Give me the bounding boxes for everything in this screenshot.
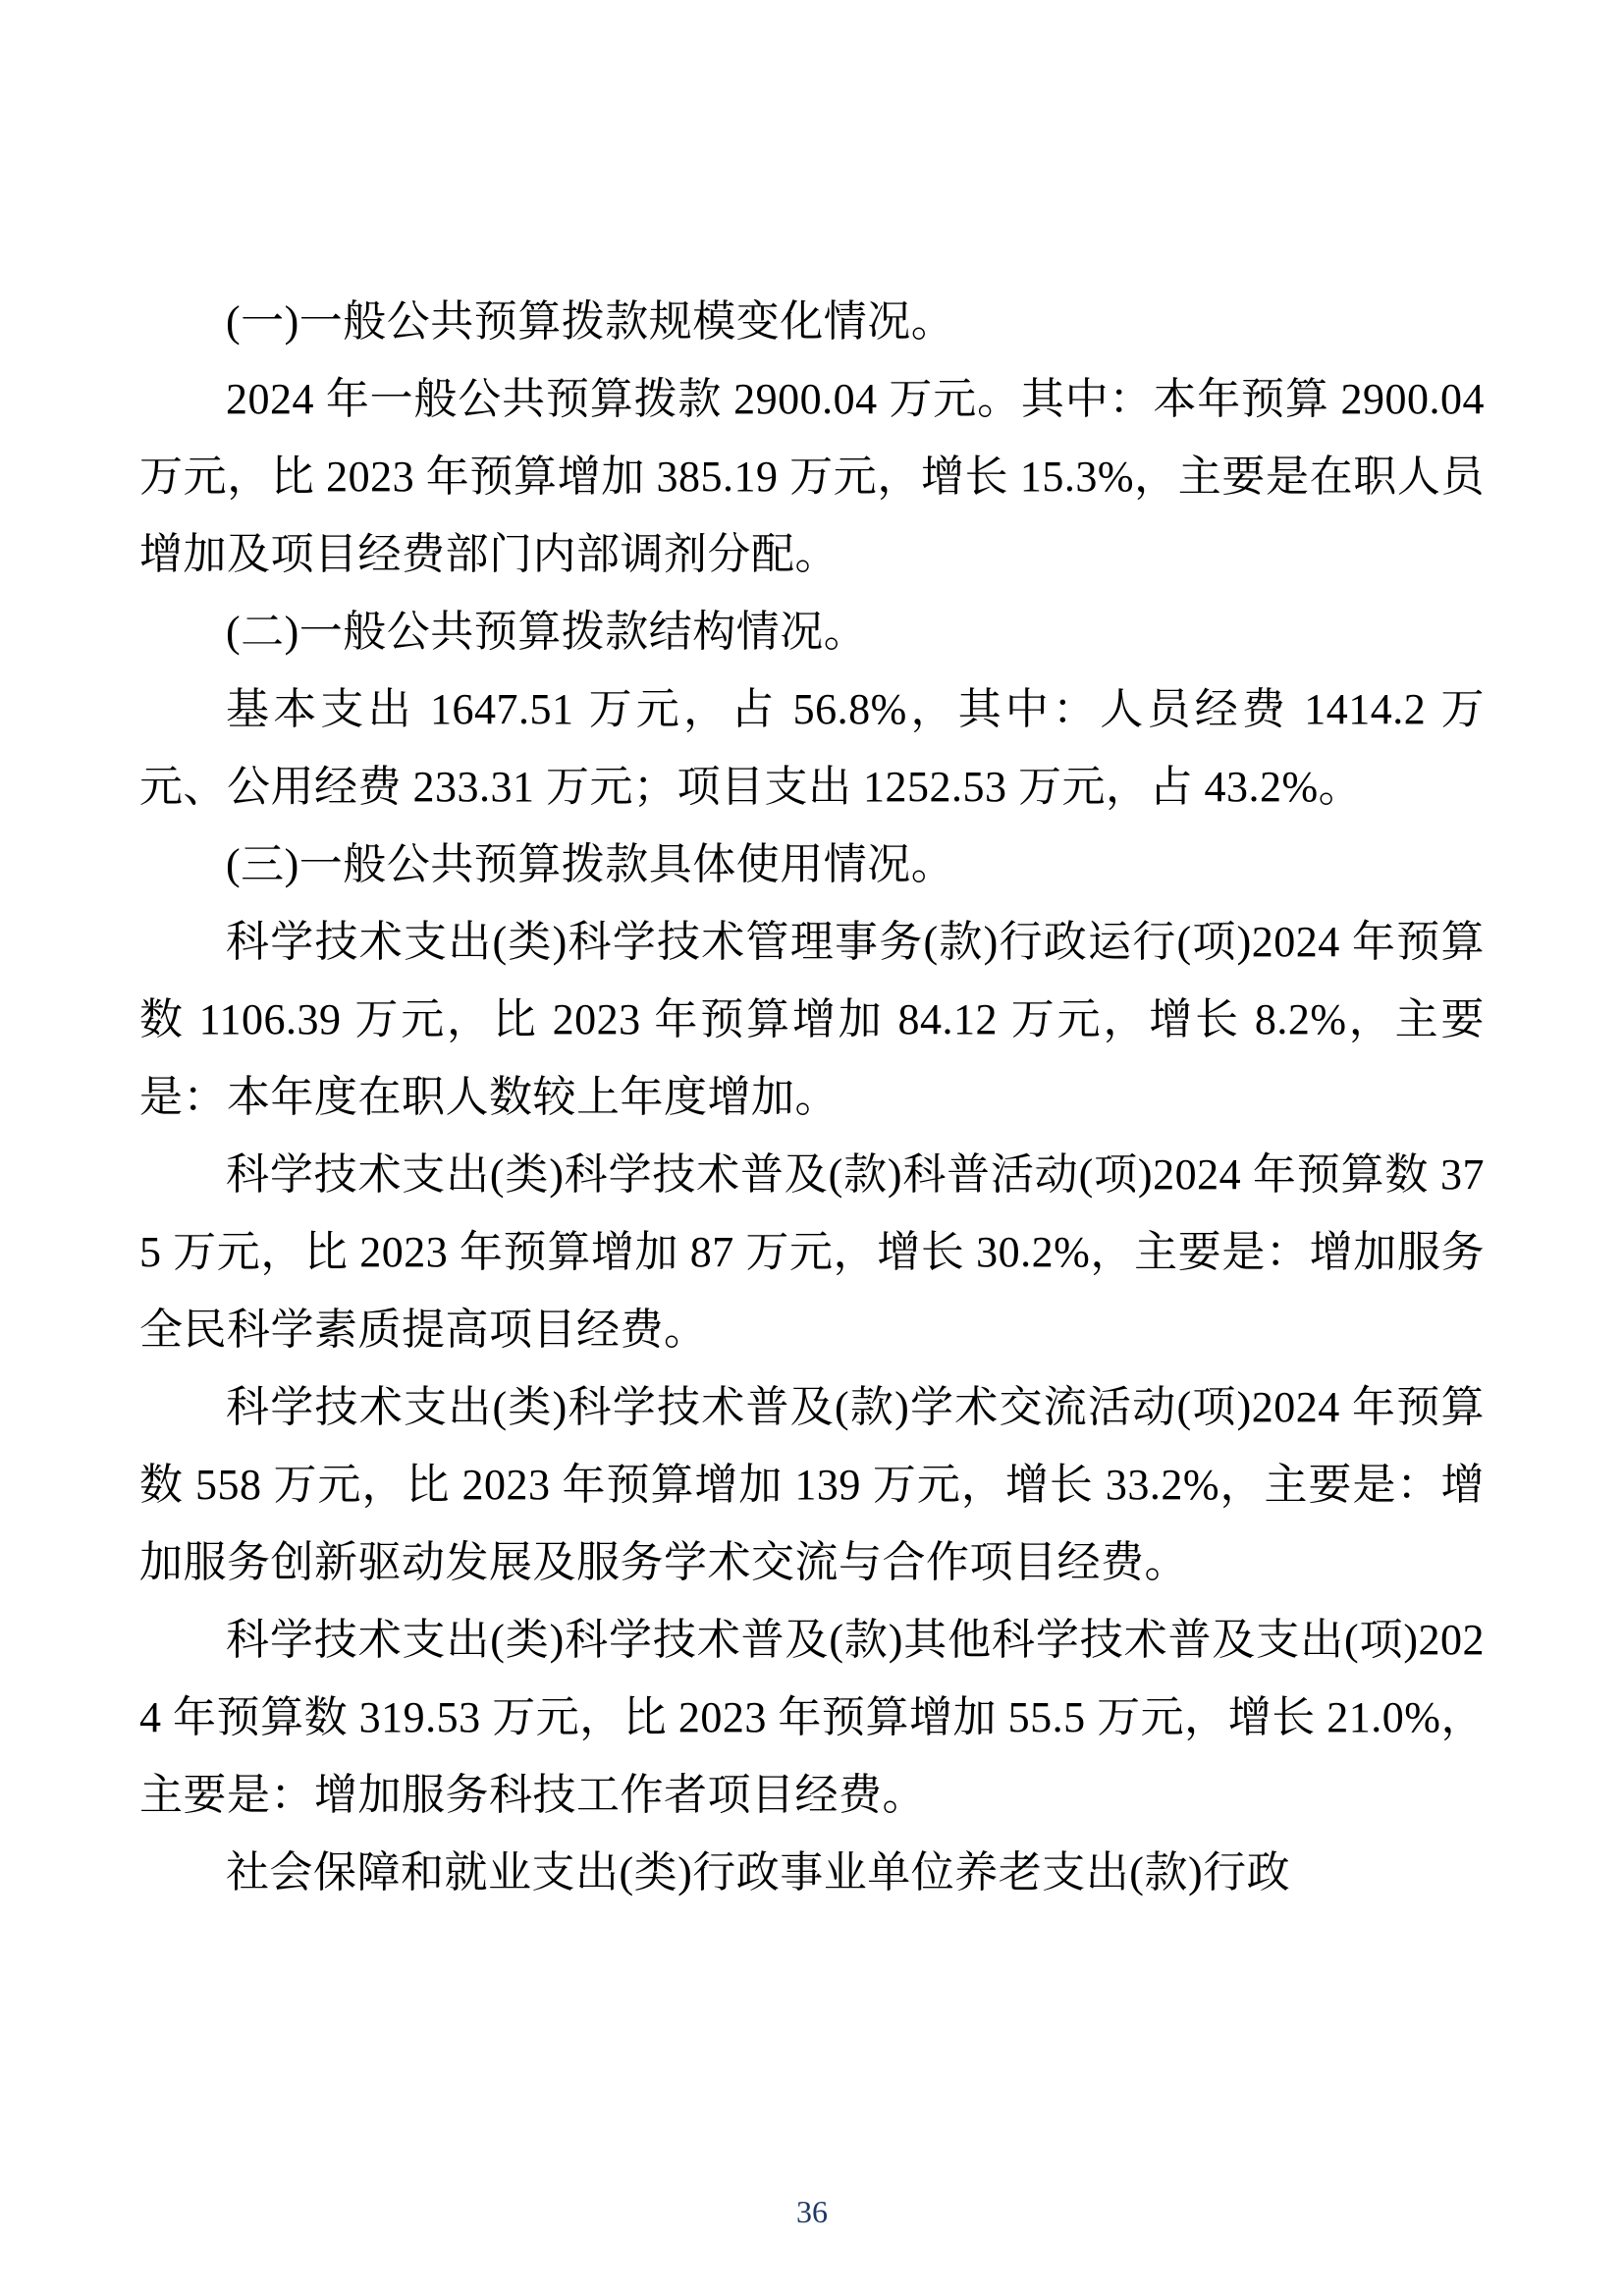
paragraph-budget-structure: 基本支出 1647.51 万元，占 56.8%，其中：人员经费 1414.2 万元、公用经费 233.31 万元；项目支出 1252.53 万元，占 43.2%。 [139,685,1485,811]
document-body [139,283,1485,1911]
paragraph-social-security: 社会保障和就业支出(类)行政事业单位养老支出(款)行政 [226,1848,1291,1896]
paragraph-budget-scale: 2024 年一般公共预算拨款 2900.04 万元。其中：本年预算 2900.04 万元，比 2023 年预算增加 385.19 万元，增长 15.3%，主要是在职人员增加及项目经费部门内部调剂分配。 [139,375,1485,578]
paragraph-academic-exchange: 科学技术支出(类)科学技术普及(款)学术交流活动(项)2024 年预算数 558 万元，比 2023 年预算增加 139 万元，增长 33.2%，主要是：增加服务创新驱动发展及服务学术交流与合作项目经费。 [139,1383,1485,1586]
paragraph-science-popularization: 科学技术支出(类)科学技术普及(款)科普活动(项)2024 年预算数 375 万元，比 2023 年预算增加 87 万元，增长 30.2%，主要是：增加服务全民科学素质提高项目经费。 [139,1150,1485,1354]
paragraph-other-science-support: 科学技术支出(类)科学技术普及(款)其他科学技术普及支出(项)2024 年预算数 319.53 万元，比 2023 年预算增加 55.5 万元，增长 21.0%，主要是：增加服务科技工作者项目经费。 [139,1616,1485,1819]
page-number: 36 [796,2194,828,2229]
section-heading-1: (一)一般公共预算拨款规模变化情况。 [226,297,955,346]
paragraph-admin-operation: 科学技术支出(类)科学技术管理事务(款)行政运行(项)2024 年预算数 1106.39 万元，比 2023 年预算增加 84.12 万元，增长 8.2%，主要是：本年度在职人数较上年度增加。 [139,918,1485,1121]
section-heading-2: (二)一般公共预算拨款结构情况。 [226,608,868,656]
section-heading-3: (三)一般公共预算拨款具体使用情况。 [226,840,955,888]
